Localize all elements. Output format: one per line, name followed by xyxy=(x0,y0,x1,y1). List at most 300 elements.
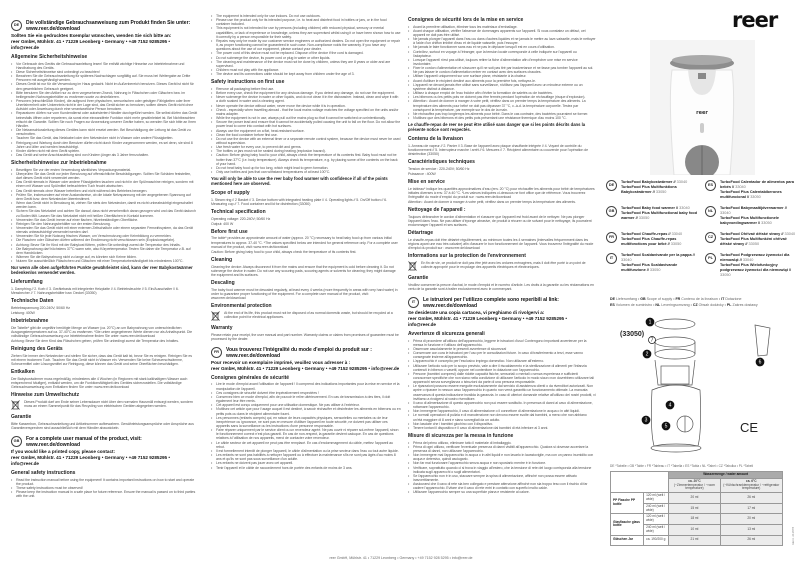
section-heading: Sicherheitshinweise zur Inbetriebnahme xyxy=(11,160,107,167)
language-badge: IT xyxy=(606,253,617,264)
bullet-item: • Prima di procedere all'utilizzo dell'apparecchio, leggere le istruzioni d'uso! Contengono importanti avvertenze per la messa in funzione e l'utilizzo dell'apparecchio. xyxy=(408,339,596,347)
bullet-item: • Kinder dürfen nicht mit dem Gerät spielen. xyxy=(11,149,197,153)
container-label: PP Flasche PP bottle xyxy=(611,493,644,514)
bullet-item: • N'utilisez que des biberons et des petits pots présentant une résistance thermique d'au moins 100 °C. xyxy=(408,116,596,120)
product-name-line: TurboFood Babymaaltijdverwarmer // 33040 xyxy=(720,206,787,215)
environment-notice xyxy=(211,311,401,322)
bullet-item: • Persone (bambini compresi) dalle ridotte capacità fisiche, sensoriali o mentali o senza esperienza e sufficienti conoscenze specifiche che non siano nella condizione di utilizzare l'articolo in modo sicuro non dovrebbero utilizzare tali apparecchi senza sorveglianza o istruzioni da parte di una persona responsabile. xyxy=(408,372,596,384)
water-amount-20c: 15 ml xyxy=(669,503,720,514)
container-size: 120 ml (weit / wide) xyxy=(644,493,669,504)
bullet-item: • Contrôlez, surtout en voyage à l'étranger, que la tension locale corresponde à celle indiquée sur l'appareil ou l'adaptateur. xyxy=(408,50,596,58)
product-name-line: TurboFood Plus Calentabiberones multifuncional // 33050 xyxy=(720,190,782,199)
manual-download-title: Vous trouverez l'intégralité du mode d'emploi du produit sur : www.reer.de/download xyxy=(226,346,372,359)
section-heading: General safety instructions xyxy=(11,470,76,476)
part-number: 4 xyxy=(668,402,672,409)
contact-request: If you would like a printed copy, please contact: xyxy=(11,449,116,454)
language-code: CZ xyxy=(692,302,698,307)
table-row xyxy=(611,514,783,525)
reer-logo: reer xyxy=(732,8,778,32)
paragraph: Output: 400 W xyxy=(211,221,234,226)
part-marker-7 xyxy=(649,337,656,344)
contact-request: Pour recevoir un exemplaire imprimé, veuillez vous adresser à : xyxy=(211,359,351,365)
manual-download-title: Le istruzioni per l'utilizzo complete sono reperibili al link: www.reer.de/download xyxy=(423,296,559,309)
supply-label: Scope of supply xyxy=(646,297,673,301)
supply-label: Volumen de suministro xyxy=(615,302,653,307)
part-marker-1 xyxy=(646,318,654,326)
product-number: 33040 xyxy=(676,180,688,184)
product-names xyxy=(621,206,699,226)
bullet-item: • Only use bottles and jars that can withstand temperatures of at least 100°C. xyxy=(211,170,401,174)
product-name-line: TurboFood Plus Multifunctional baby food warmer // 33050 xyxy=(621,211,698,220)
paragraph: Toujours débrancher le cordon d'alimentation et s'assurer que l'appareil est froid avant de le nettoyer. Ne pas plonger l'appareil dans l'eau. Ne pas utiliser d'éponge abrasive, de produit à récurer ou de solvant pour le nettoyage, ils pourraient endommager l'appareil et ses surfaces. xyxy=(408,214,592,228)
part-number: 3 xyxy=(644,417,648,424)
water-amount-6c: 26 ml xyxy=(720,535,782,545)
product-name-line: TurboFood Plus Multifunkční ohřívač dětské stravy // 33050 xyxy=(720,237,787,246)
product-name: TurboFood Baby food warmer xyxy=(621,206,675,210)
environment-notice xyxy=(408,261,596,272)
bullet-item: • Le normali operazioni di pulizia e di manutenzione non devono essere svolte dai bambini, a meno che non abbiano un'età maggiore di 8 anni e siano sorvegliati da un adulto. xyxy=(408,413,596,421)
product-entry xyxy=(705,180,798,200)
product-photo xyxy=(650,40,755,175)
section-heading: Hinweise zum Umweltschutz xyxy=(11,392,80,399)
bullet-item: • Vor Gebrauch des Geräts die Gebrauchsanleitung lesen! Sie enthält wichtige Hinweise zur Inbetriebnahme und Handhabung des Geräts. xyxy=(11,62,197,70)
ce-mark: CE xyxy=(740,420,759,435)
bullet-item: • Les enfants ne sont pas habilités à nettoyer l'appareil ou à effectuer la maintenance s'ils ne sont pas âgés d'au moins 8 ans et qu'ils ne sont pas sous surveillance d'un adulte. xyxy=(211,453,401,461)
bullet-item: • The power cord of this device must not be replaced. Dispose of the device if the cord is damaged. xyxy=(211,51,401,55)
bold-note: Nur wenn alle oben aufgeführten Punkte gewährleistet sind, kann der reer Babykostwärmer bedenkenlos verwendet werden. xyxy=(11,265,193,276)
bullet-item: • Ne réchauffez pas trop longtemps les aliments pour bébé. Dans le cas contraire, des bactéries pourraient se former. xyxy=(408,112,596,116)
part-number: 6 xyxy=(758,359,762,366)
footer-contact: reer GmbH, Mühlstr. 41 • 71229 Leonberg • Germany • +49 7152 928 5295 • info@reer.de xyxy=(329,556,473,560)
paragraph: Le chauffe-repas doit être détartré régulièrement, au minimum toutes les 4 semaines (intervalles fréquemment dans les régions ayant une eau très calcaire) afin d'assurer le bon fonctionnement de l'appareil. Vous trouverez l'intégralité du mode d'emploi du produit sur : www.reer.de/download xyxy=(408,237,594,251)
paragraph: Please retain your receipt, the user manual and part number. Warranty claims or claims from promises of guarantee must be processed by the dealer. xyxy=(211,332,399,341)
bullet-item: • Verwenden Sie für jede Nutzung frisches Wasser, um Verschmutzung oder Keimbildung zu vermeiden. xyxy=(11,234,197,238)
product-name-line: TurboFood Plus Multifunctionele babyvoedingwarmer // 33050 xyxy=(720,216,779,225)
paragraph: The baby food warmer must be descaled regularly, at least every 4 weeks (more frequently in areas with very hard water) in order to guarantee proper functioning of the equipment. For a complete user manual of the product, visit: www.reer.de/download xyxy=(211,287,398,301)
language-code: GB xyxy=(640,297,646,301)
table-row xyxy=(611,493,783,504)
bullet-item: • Les biberons ou les petits pots ne doivent pas être fermés pendant l'opération de réchauffage (risque d'explosion). xyxy=(408,95,596,99)
paragraph: 1. Anneau de vapeur // 2. Panier // 3. Base de l'appareil avec plaque chauffante intégrée // 4. Voyant de contrôle du fonctionnement // 5. Interrupteur marche / arrêt // 6. Mesures // 7. Récipient alimentaire ou couvercle pour l'opération de désinfection (33050) xyxy=(408,143,589,156)
bullet-item: • Children must not play with the appliance. xyxy=(211,68,401,72)
product-number: 33050 xyxy=(748,242,760,246)
bullet-item: • Please keep the instruction manual in a safe place for future reference. Ensure the manual is passed on to third parties with the unit. xyxy=(11,490,197,498)
language-code: PL xyxy=(726,302,732,307)
bullet-item: • Verwenden Sie das Gerät nicht mit einer externen Zeitschaltuhr oder einem separaten Fernwirksystem, da das Gerät niemals unbeaufsichtigt verwendet werden darf. xyxy=(11,226,197,234)
section-heading: Warranty xyxy=(211,324,233,331)
product-name: TurboFood Chauffe-repas xyxy=(621,232,668,236)
bullet-item: • Dieses Gerät ist nur für die Verwendung im Haus gedacht. Nicht im Außenbereich benutzen. Dieses Gerät ist nicht für den gewerblichen Gebrauch geeignet. xyxy=(11,82,197,90)
bullet-item: • Diese Sicherheitshinweise sind unbedingt zu beachten! xyxy=(11,70,197,74)
recycling-bin-icon xyxy=(211,311,220,322)
product-number: 33050 xyxy=(655,190,667,194)
bullet-item: • Conservare con cura le istruzioni per l'uso per le consultazioni future. In caso di trasferimento a terzi, esse vanno consegnate insieme all'apparecchio. xyxy=(408,351,596,359)
bullet-item: • Verificare, soprattutto quando ci si trova in viaggio all'estero, che la tensione di rete del luogo corrisponda alla tensione indicata sugli apparecchi o sugli alimentatori. xyxy=(408,466,596,474)
svg-text:reer: reer xyxy=(696,110,708,116)
column-1 xyxy=(11,14,197,498)
section-heading: Mise en service xyxy=(408,178,445,185)
bullet-item: • The equipment is intended only for use indoors. Do not use outdoors. xyxy=(211,14,401,18)
water-amount-6c: 26 ml xyxy=(720,493,782,504)
bullet-item: • Do not heat baby food up for too long, which might lead to germ formation. xyxy=(211,166,401,170)
bold-note: Le chauffe-repas de reer ne peut être utilisé sans danger que si les points décrits dans la présente notice sont respectés. xyxy=(408,122,586,133)
paragraph: Le tableau* indique les quantités approximatives d'eau (env. 20 °C) pour réchauffer les aliments pour bébé de températures initiales diverses à env. 37 à 40 °C. *Les valeurs indiquées ci-dessous ne font office que de référence. Vous trouverez l'intégralité du mode d'emploi du produit sur : www.reer.de/download xyxy=(408,186,595,199)
paragraph: Leistung: 400W xyxy=(11,310,35,315)
bullet-item: • Das Gerät niemals in Wasser oder andere Flüssigkeiten tauchen und nicht in der Spülmaschine reinigen, sondern mit einem mit Wasser und Spülmittel befeuchteten Tuch feucht abwischen. xyxy=(11,180,197,188)
bullet-item: • Repairs may only be made by our customer service engineers or authorized dealers. Do not open the equipment or repair it, as proper functioning cannot be guaranteed in such case. Non-compliance voids the warranty. If you have any questions about the use of our equipment, please contact your dealer. xyxy=(211,39,401,51)
recycling-bin-icon xyxy=(408,261,417,272)
bullet-item: • Read the instruction manual before using the equipment! It contains important instructions on how to start and operate the product. xyxy=(11,478,197,486)
part-number: 1 xyxy=(648,319,652,326)
bullet-item: • Utilisez à chaque emploi de l'eau fraîche afin d'éviter la formation de saletés ou de bactéries. xyxy=(408,91,596,95)
bullet-item: • Utilizzare l'articolo solo per lo scopo previsto, vale a dire il riscaldamento e la sterilizzazione di alimenti per l'infanzia contenuti in biberon o vasetti, oppure nel contenitore in dotazione con l'apparecchio. xyxy=(408,364,596,372)
bullet-item: • Assicurarsi che il cavo di rete sia ben collegato e prestare attenzione affinché non sia troppo teso con il rischio di far cadere l'apparecchio. Evitare che il cavo di rete entri in contatto con superfici molto calde. xyxy=(408,482,596,490)
temperature-desc: (~Zimmertemperatur / ~room temperature) xyxy=(673,482,715,491)
language-header xyxy=(11,436,197,448)
bullet-item: • Do not use the device with an external timer or a separate remote control system, because the device must never be used without supervision. xyxy=(211,137,401,145)
bullet-item: • Personen (einschließlich Kinder), die aufgrund ihrer physischen, sensorischen oder geistigen Fähigkeiten oder ihrer Unerfahrenheit oder Unkenntnis nicht in der Lage sind, das Gerät sicher zu benutzen, sollten dieses Gerät nicht ohne Aufsicht oder Anweisung durch eine verantwortliche Person benutzen. xyxy=(11,99,197,111)
part-marker-6 xyxy=(756,358,764,366)
product-name: TurboFood Podgrzewacz żywności dla niemowląt xyxy=(720,253,790,262)
product-names xyxy=(720,232,798,247)
bullet-item: • While the equipment is not in use, always pull out the mains plug so that it cannot be switched on unintentionally. xyxy=(211,116,401,120)
bullet-item: • Use fresh water for every use, to prevent dirt and germs. xyxy=(211,145,401,149)
water-amount-table xyxy=(610,471,783,546)
section-heading: Caractéristiques techniques xyxy=(408,159,475,166)
paragraph: Dieses Produkt darf am Ende seiner Lebensdauer nicht über den normalen Hausmüll entsorgt werden, sondern muss an einem Sammelpunkt für das Recycling von elektrischen Geräten abgegeben werden. xyxy=(24,399,193,409)
section-heading: Technische Daten xyxy=(11,298,54,305)
product-name-line: TurboFood Calentador de alimentos para bebés // 33040 xyxy=(720,180,794,189)
supply-line: ES Volumen de suministro • NL Leveringsomvang • CZ Obsah dodávky • PL Zakres dostawy xyxy=(610,302,758,307)
bullet-list xyxy=(211,87,401,174)
product-number: 33040 xyxy=(679,206,690,210)
water-amount-6c: 17 ml xyxy=(720,503,782,514)
language-badge: PL xyxy=(705,253,716,264)
part-number: 7 xyxy=(650,337,654,344)
product-name: TurboFood Plus Chauffe-repas multifonctions pour bébé xyxy=(621,237,677,246)
section-heading: Entkalken xyxy=(11,369,35,376)
bullet-item: • Verwenden Sie das Gerät immer auf einer flachen, hitzebeständigen Oberfläche. xyxy=(11,218,197,222)
bullet-item: • Always use the equipment on a flat, heat-resistant surface. xyxy=(211,129,401,133)
water-amount-6c: 13 ml xyxy=(720,524,782,535)
bullet-item: • The cleaning and maintenance of the device must not be done by children, unless they are 8 years or older and are supervised. xyxy=(211,60,401,68)
section-heading: Misure di sicurezza per la messa in funzione xyxy=(408,433,514,439)
bullet-item: • Please use the product only for its intended purpose, i.e. to heat and disinfect food in bottles or jars, or in the food container included. xyxy=(211,18,401,26)
section-heading: Safety instructions on first use xyxy=(211,79,285,86)
bullet-item: • Nutzen Sie ausschließlich Fläschchen und Gläschen mit einer Temperaturbeständigkeit bis mindestens 100°C. xyxy=(11,259,197,263)
product-name: TurboFood Calentador de alimentos para bebés xyxy=(720,180,794,189)
language-badge: GB xyxy=(606,206,617,217)
section-heading: Garantie xyxy=(11,414,32,421)
bullet-item: • Le riparazioni possono essere eseguite esclusivamente dal servizio di assistenza clienti o da rivenditori autorizzati. Non aprire o riparare in nessun caso l'apparecchio in quanto non verrà garantito un funzionamento ottimale. La mancata osservanza di questa indicazione invalida la garanzia. In caso di ulteriori domande relative all'utilizzo dei nostri prodotti, vi invitiamo a rivolgervi al vostro rivenditore. xyxy=(408,384,596,401)
bullet-item: • Das Gerät niemals ohne Wasser betreiben und nicht während des Betriebes bewegen. xyxy=(11,189,197,193)
product-name-line: TurboFood Scaldavivande per la pappa // 33040 xyxy=(621,253,695,262)
product-number: 33040 xyxy=(784,232,796,236)
manual-download-title: Die vollständige Gebrauchsanweisung zum Produkt finden Sie unter: www.reer.de/download xyxy=(26,20,191,32)
column-header xyxy=(720,478,782,492)
language-badge: FR xyxy=(211,347,222,358)
section-heading: Détartrage xyxy=(408,230,434,237)
bullet-item: • Non lasciate che i bambini giochino con il dispositivo. xyxy=(408,422,596,426)
bullet-item: • N'utilisez cet article que pour l'usage auquel il est destiné, à savoir réchauffer et désinfecter les aliments en biberons ou en petits pots ou dans le récipient alimentaire fourni. xyxy=(211,407,401,415)
bullet-item: • Fixer le cordon d'alimentation et s'assurer qu'il ne soit pas tiré par inadvertance et ne fasse pas tomber l'appareil au sol. Ne pas laisser le cordon d'alimentation entrer en contact avec des surfaces chaudes. xyxy=(408,66,596,74)
language-code: DE xyxy=(610,297,615,301)
bullet-item: • Non immergere l'apparecchio, il cavo di alimentazione o il connettore di alimentazione in acqua o in altri liquidi. xyxy=(408,409,596,413)
product-name: TurboFood Babykostwärmer xyxy=(621,180,673,184)
bullet-item: • Tauchen Sie das Gerät, das Netzkabel oder den Netzstecker nicht in Wasser oder andere Flüssigkeiten. xyxy=(11,136,197,140)
paragraph: 1. Dampfring // 2. Korb // 3. Gerätebasis mit integrierter Heizplatte // 4. Betriebsleuchte // 5. Ein/Ausschalter // 6. Messbecher // 7. Nahrungsbehälter bzw. Deckel (33050) xyxy=(11,286,179,295)
bullet-item: • Secure the power lead and ensure that it cannot be accidentally pulled causing the unit to fall on the floor. Do not allow the power lead to come into contact with hot surfaces. xyxy=(211,120,401,128)
product-number: 33050 xyxy=(761,221,772,225)
product-name: TurboFood Babymaaltijdverwarmer xyxy=(720,206,784,210)
product-name-line: TurboFood Plus Multifunktions Babykostwärmer // 33050 xyxy=(621,185,677,194)
table-header: Wassermenge / water amount xyxy=(669,472,783,479)
section-heading: Environmental protection xyxy=(211,303,272,310)
water-amount-6c: 20 ml xyxy=(720,514,782,525)
part-number: 2 xyxy=(645,351,649,358)
bullet-item: • Se l'apparecchio non è in uso, staccare sempre la spina di alimentazione, affinché non possa essere attivato inavvertitamente. xyxy=(408,474,596,482)
product-number: 33040 xyxy=(621,258,632,262)
product-names xyxy=(720,253,798,278)
product-name: TurboFood Scaldavivande per la pappa xyxy=(621,253,692,257)
bullet-list xyxy=(408,441,596,495)
temperature-desc: (~Kühlschranktemperatur / ~refrigerator temperature) xyxy=(723,482,780,491)
manual-download-title: For a complete user manual of the product, visit: www.reer.de/download xyxy=(26,436,142,448)
section-heading: Scope of supply xyxy=(211,190,250,197)
product-number: 33050 xyxy=(649,268,661,272)
bullet-item: • Tenir l'appareil et le câble de raccordement hors de portée des enfants de moins de 3 ans. xyxy=(211,466,401,470)
recycling-bin-icon xyxy=(11,400,20,411)
product-name-line: TurboFood Baby food warmer // 33040 xyxy=(621,206,690,210)
bullet-item: • L'appareil ne devant jamais être utilisé sans surveillance, n'utilisez pas l'appareil avec un minuteur externe ou un système distinct à distance. xyxy=(408,83,596,91)
bullet-item: • This equipment is not intended for use by persons (including children) with reduced physical, sensory or mental capabilities, or lack of experience or knowledge, unless they are supervised whilst using it or have been shown how to use it correctly by a person responsible for their safety. xyxy=(211,26,401,38)
language-code: FR xyxy=(675,297,681,301)
bullet-item: • Wenn das Gerät nicht in Benutzung ist, ziehen Sie stets den Netzstecker, damit es nicht unbeabsichtigt eingeschaltet werden kann. xyxy=(11,201,197,209)
bullet-item: • Osservare assolutamente le presenti avvertenze di sicurezza! xyxy=(408,347,596,351)
bullet-item: • Clean the food container before first use. xyxy=(211,133,401,137)
product-entry xyxy=(705,232,798,247)
bullet-item: • Utilizzare l'apparecchio sempre su una superficie piana e resistente al calore. xyxy=(408,490,596,494)
product-name-line: TurboFood Babykostwärmer // 33040 xyxy=(621,180,688,184)
section-heading: Cleaning xyxy=(211,257,233,264)
paragraph: At the end of its life, this product must not be disposed of as normal domestic waste, but should be recycled at a collection point for electrical appliances. xyxy=(224,310,393,319)
bullet-item: • Bitte benutzen Sie den Artikel nur zu dem vorgesehenen Zweck, Nahrung in Fläschchen oder Gläschen bzw. im beiliegenden Nahrungsbehälter zu erwärmen sowie zu desinfizieren. xyxy=(11,91,197,99)
section-heading: Nettoyage de l'appareil : xyxy=(408,207,466,214)
water-amount-20c: 21 ml xyxy=(669,535,720,545)
paragraph: Caution: Before giving baby food to your child, always check the temperature of its contents first. xyxy=(211,249,357,254)
bullet-item: • Reinigen Sie den Nahrungsbehälter vor der ersten Benutzung. xyxy=(11,222,197,226)
variant-label: (33050) xyxy=(620,331,645,338)
bullet-item: • Achtung: Bevor Sie Ihr Kind mit der Babykost füttern, prüfen Sie unbedingt zuerst die Temperatur des Inhalts. xyxy=(11,243,197,247)
section-heading: Allgemeine Sicherheitshinweise xyxy=(11,54,88,60)
supply-label: Leveringsomvang xyxy=(661,302,690,307)
product-name-line: TurboFood Plus Scaldavivande multifunzione // 33050 xyxy=(621,263,678,272)
product-names xyxy=(720,206,798,226)
language-badge: ES xyxy=(705,180,716,191)
supply-line: DE Lieferumfang • GB Scope of supply • FR Contenu de la livraison • IT Dotazione xyxy=(610,297,742,301)
paragraph: Bitte Kassenbon, Gebrauchsanleitung und Artikelnummer aufbewahren. Gewährleistungsansprüche oder Ansprüche aus Garantieversprechen sind ausschließlich mit dem Händler abzuwickeln. xyxy=(11,421,194,430)
bullet-item: • Before every use, check the equipment for any obvious damage. If you detect any damage, do not use the equipment. xyxy=(211,91,401,95)
bullet-item: • Faire réparer uniquement par le service client ou un revendeur agréé. Ne pas ouvrir ni réparer soi-même l'appareil, sinon le fonctionnement correct n'est plus garanti. En cas de non-respect, la garantie devient caduque. En cas de questions relatives à l'utilisation de nos appareils, merci de contacter votre revendeur. xyxy=(211,428,401,440)
section-heading: Avvertenze di sicurezza generali xyxy=(408,330,485,337)
product-name-line: TurboFood Ohřívač dětské stravy // 33040 xyxy=(720,232,796,236)
paragraph: Die Tabelle* gibt die ungefähr benötigte Menge an Wasser (ca. 20°C) an um Babynahrung von unterschiedlichen Ausgangstemperaturen auf ca. 37-40°C zu erwärmen. *Die unten angegebenen Werte dienen nur als Anhaltspunkt. Die vollständige Gebrauchsanweisung zur Inbetriebnahme finden Sie unter: www.reer.de/download xyxy=(11,325,193,338)
product-entry xyxy=(705,206,798,226)
bullet-item: • Les personnes (enfants compris) qui, en raison de leurs capacités physiques, sensorielles ou mentales ou de leur inexpérience ou ignorance, ne sont pas en mesure d'utiliser l'appareil en toute sécurité, ne doivent pas utiliser ces appareils sans la surveillance ou les instructions d'une personne responsable. xyxy=(211,416,401,428)
product-number: 33040 xyxy=(735,185,746,189)
part-marker-2 xyxy=(643,350,651,358)
product-name: TurboFood Plus Multifunctional baby food warmer xyxy=(621,211,698,220)
water-amount-20c: 10 ml xyxy=(669,524,720,535)
paragraph: Cleaning the device: Always disconnect it from the mains and ensure that the equipment is cold before cleaning it. Do not submerge the device in water. Do not use any scouring pads, scouring agents or solvents for cleaning; they might damage the equipment and its surfaces. xyxy=(211,264,396,277)
supply-label: Dotazione xyxy=(725,297,742,301)
paragraph: Operating voltage: 220-240V; 50/60 Hz xyxy=(211,216,271,221)
bullet-item: • Die Flaschen oder Gläschen dürfen während der Erwärmung nicht verschlossen sein (Explosionsgefahr). xyxy=(11,238,197,242)
bullet-item: • Do not submerge the device, its power cord or plug in water or other liquids. xyxy=(211,56,401,60)
empty-header xyxy=(611,472,669,493)
bullet-item: • Ne jamais le faire fonctionner sans eau et ne pas le déplacer lorsqu'il est en cours d'utilisation. xyxy=(408,45,596,49)
product-entry xyxy=(606,232,699,247)
bullet-item: • Reparaturen dürfen nur vom Kundendienst oder autorisierten Händler durchgeführt werden. Sie selbst dürfen das Gerät keinesfalls öffnen oder reparieren, da sonst eine einwandfreie Funktion nicht mehr gewährleistet ist. Bei Nichtbeachten erlischt die Garantie. Sollten Sie noch Fragen zur Anwendung unserer Geräte haben, so wenden Sie sich bitte an Ihren Händler. xyxy=(11,111,197,128)
bullet-item: • Reinigung und Wartung durch den Benutzer dürfen nicht durch Kinder vorgenommen werden, es sei denn, sie sind 8 Jahre und älter und werden beaufsichtigt. xyxy=(11,141,197,149)
product-name: TurboFood Plus Calentabiberones multifuncional xyxy=(720,190,782,199)
environment-notice xyxy=(11,400,197,411)
product-list xyxy=(606,180,798,278)
paragraph: Veuillez conserver la preuve d'achat, le mode d'emploi et le numéro d'article. Les droits à la garantie ou les réclamations en vertu de la garantie sont à traiter exclusivement avec le commerçant. xyxy=(408,282,594,291)
product-number: 33050 xyxy=(638,216,650,220)
bullet-item: • The device and its connections cable should be kept away from children under the age of 3. xyxy=(211,72,401,76)
parts-diagram xyxy=(620,310,800,465)
paragraph: En fin de vie, ce produit ne doit pas être jeté avec les ordures ménagères, mais il doit être porté à un point de collecte approprié pour le recyclage des appareils électriques et électroniques. xyxy=(421,260,586,270)
product-names xyxy=(621,232,699,247)
bullet-item: • These safety instructions must be observed! xyxy=(11,486,197,490)
paragraph: Tension de service : 220-240V; 50/60 Hz xyxy=(408,166,470,171)
section-heading: Contenu de la livraison xyxy=(408,136,464,142)
bullet-item: • Avant chaque utilisation, vérifier l'absence de dommages apparents sur l'appareil. Si vous constatez un défaut, cet appareil ne doit pas être utilisé. xyxy=(408,29,596,37)
paragraph: The table* provides an approximate amount of water (approx. 20 °C) necessary to heat baby food up from various initial temperatures to approx. 37-40 °C. *The values specified below are intended for general reference only. For a complete user manual of the product, visit: www.reer.de/download xyxy=(211,236,398,249)
product-name: TurboFood Ohřívač dětské stravy xyxy=(720,232,781,236)
bullet-item: • The bottles or jars must not be sealed during heating (explosion hazard). xyxy=(211,149,401,153)
bullet-item: • Il cavo di alimentazione di questo apparecchio non può essere sostituito. In presenza di danni al cavo di alimentazione, rottamare l'apparecchio. xyxy=(408,401,596,409)
product-name-line: TurboFood Chauffe-repas // 33040 xyxy=(621,232,683,236)
product-number: 33050 xyxy=(720,273,731,277)
part-marker-5 xyxy=(662,422,670,430)
bullet-item: • Prima di ogni utilizzo, verificare l'eventuale presenza di danni visibili all'apparecchio. Qualora si dovesse accertare la presenza di danni, non utilizzare l'apparecchio. xyxy=(408,445,596,453)
paragraph: Der Babykostwärmer muss regelmäßig, mindestens alle 4 Wochen (in Regionen mit stark kalkhaltigem Wasser auch entsprechend häufiger), entkalkt werden, um die Funktionsfähigkeit des Gerätes sicherzustellen. Die vollständige Gebrauchsanweisung zum Entkalken finden Sie unter: www.reer.de/download xyxy=(11,376,188,390)
bullet-item: • Lire le mode d'emploi avant l'utilisation de l'appareil ! Il comprend des indications importantes pour la mise en service et la manipulation de l'appareil. xyxy=(211,382,401,390)
contact-address: reer GmbH, Mühlstr. 41 • 71229 Leonberg • Germany • +49 7152 9285295 • info@reer.de xyxy=(11,455,170,466)
part-marker-4 xyxy=(666,401,674,409)
product-number: 33040 xyxy=(720,211,731,215)
contact-request: Se desiderate una copia cartacea, vi preghiamo di rivolgervi a: xyxy=(408,309,545,315)
product-entry xyxy=(705,253,798,278)
language-header xyxy=(11,20,197,32)
section-heading: Reinigung des Geräts xyxy=(11,346,63,353)
bullet-item: • Bewahren Sie die Gebrauchsanleitung für späteres Nachschlagen sorgfältig auf. Sie muss bei Weitergabe an Dritte Personen mit ausgehändigt werden. xyxy=(11,74,197,82)
bullet-item: • Non far mai funzionare l'apparecchio senza acqua e non spostarlo mentre è in funzione. xyxy=(408,461,596,465)
container-size: 240 ml (weit / wide) xyxy=(644,503,669,514)
bullet-list xyxy=(11,478,197,499)
language-code: NL xyxy=(655,302,661,307)
language-header xyxy=(211,347,401,359)
section-heading: Before first use xyxy=(211,228,248,235)
section-heading: Inbetriebnahme xyxy=(11,318,49,324)
water-amount-20c: 18 ml xyxy=(669,514,720,525)
product-number: 33040 xyxy=(671,232,683,236)
language-badge: CZ xyxy=(705,232,716,243)
bullet-item: • Tenere lontani il dispositivo e il cavo di alimentazione dai bambini di età inferiore ai 3 anni. xyxy=(408,426,596,430)
column-3 xyxy=(408,14,596,495)
bullet-item: • Ces consignes de sécurité doivent être impérativement respectées ! xyxy=(211,391,401,395)
bullet-item: • Utiliser l'appareil uniquement sur une surface plane, résistante à la chaleur. xyxy=(408,74,596,78)
bullet-item: • Lorsque l'appareil n'est pas utilisé, toujours retirer la fiche d'alimentation afin d'empêcher une mise en service involontaire. xyxy=(408,58,596,66)
bullet-item: • Never submerge the device in water or other liquids, and do not clean it in the dishwasher. Instead, clean and wipe it with a cloth soaked in water and a cleaning agent. xyxy=(211,95,401,103)
product-name-line: TurboFood Podgrzewacz żywności dla niemowląt // 33040 xyxy=(720,253,790,262)
bullet-item: • Prüfen Sie, insbesondere auf einer Auslandsreise, ob die lokale Netzspannung mit der angegebenen Spannung auf dem Gerät bzw. dem Netzstecker übereinstimmt. xyxy=(11,193,197,201)
bullet-item: • L'apparecchio è concepito per l'esclusivo impiego domestico. Non utilizzare all'esterno. xyxy=(408,359,596,363)
product-name: TurboFood Plus Wielofunkcyjny podgrzewacz żywności dla niemowląt xyxy=(720,263,788,272)
bullet-list xyxy=(408,25,596,121)
temperature: ca. 20°C xyxy=(688,478,701,483)
language-header xyxy=(408,297,596,309)
language-code: IT xyxy=(721,297,725,301)
table-caption: DE *Tabelle • GB *Table • FR *Tableau • IT *Tabella • ES *Tabla • NL *Tabel • CZ *Tabulka • PL *Tabeli xyxy=(610,464,754,468)
table-row xyxy=(611,535,783,545)
bullet-item: • Non immergere mai l'apparecchio in acqua o in altri liquidi e non lavarlo in lavastoviglie, ma con un panno inumidito con acqua e detersivo, quindi asciugarlo. xyxy=(408,453,596,461)
product-number: 33040 xyxy=(742,258,754,262)
bullet-item: • Il est formellement interdit de plonger l'appareil, le câble d'alimentation ou la prise secteur dans l'eau ou tout autre liquide. xyxy=(211,449,401,453)
language-badge: GB xyxy=(11,436,22,447)
ident-number: Ident. 211878 xyxy=(791,526,795,545)
section-heading: Consignes de sécurité lors de la mise en service xyxy=(408,17,524,23)
paragraph: Achtung: Bevor Sie dem Kind das Fläschchen geben, prüfen Sie unbedingt zuerst die Temperatur des Inhaltes. xyxy=(11,339,179,344)
language-badge: DE xyxy=(606,180,617,191)
bullet-item: • Sichern Sie das Netzkabel und achten Sie darauf, dass nicht versehentlich daran gezogen wird und das Gerät dadurch zu Boden fällt. Lassen Sie das Netzkabel nicht mit heißen Oberflächen in Kontakt kommen. xyxy=(11,209,197,217)
section-heading: Consignes générales de sécurité xyxy=(211,374,290,381)
bullet-list xyxy=(211,382,401,469)
section-heading: Technical specification xyxy=(211,208,266,215)
container-size: 240 ml (weit / wide) xyxy=(644,524,669,535)
part-number: 5 xyxy=(664,423,668,430)
container-label: Glasflasche glass bottle xyxy=(611,514,644,535)
product-entry xyxy=(606,206,699,226)
supply-label: Obsah dodávky xyxy=(698,302,724,307)
bullet-item: • Ne jamais plonger l'appareil dans l'eau ou dans d'autres liquides et ne jamais le mettre au lave-vaisselle, mais le nettoyer à l'aide d'un chiffon imbibé d'eau et de liquide vaisselle, puis l'essuyer. xyxy=(408,37,596,45)
contact-address: reer GmbH, Mühlstr. 41 • 71229 Leonberg • Germany • +49 7152 9285295 • info@reer.de xyxy=(11,39,170,50)
bold-note: You will only be able to use the reer baby food warmer with confidence if all of the points mentioned here are observed. xyxy=(211,176,388,187)
language-badge: NL xyxy=(705,206,716,217)
product-names xyxy=(621,253,699,278)
container-label: Gläschen Jar xyxy=(611,535,644,545)
language-badge: FR xyxy=(606,232,617,243)
column-2 xyxy=(211,14,401,470)
product-name: TurboFood Plus Scaldavivande multifunzione xyxy=(621,263,678,272)
section-heading: Lieferumfang xyxy=(11,279,43,286)
bullet-list xyxy=(11,168,197,264)
bullet-item: • Prima del primo utilizzo, eliminare tutto il materiale di imballaggio. xyxy=(408,441,596,445)
contact-request: Sollten Sie ein gedrucktes Exemplar wünschen, wenden Sie sich bitte an: xyxy=(11,33,172,38)
bullet-list xyxy=(11,62,197,158)
bullet-list xyxy=(408,339,596,430)
bullet-item: • Conservez bien ce mode d'emploi, afin de pouvoir le relire ultérieurement. En cas de transmission à des tiers, il doit également leur être remis. xyxy=(211,395,401,403)
supply-label: Zakres dostawy xyxy=(732,302,758,307)
bullet-item: • Le câble secteur de cet appareil ne peut pas être remplacé. En cas d'endommagement du câble, mettez l'appareil au rebut. xyxy=(211,441,401,449)
bullet-item: • Check - especially when travelling abroad - that the local mains voltage matches the voltage specified on the units and/or mains adapter. xyxy=(211,108,401,116)
container-size: 120 ml (weit / wide) xyxy=(644,514,669,525)
product-name: TurboFood Plus Multifunktions Babykostwärmer xyxy=(621,185,677,194)
bullet-item: • Avant la première utilisation, éliminer tous les matériaux d'emballage. xyxy=(408,25,596,29)
part-marker-3 xyxy=(642,416,650,424)
